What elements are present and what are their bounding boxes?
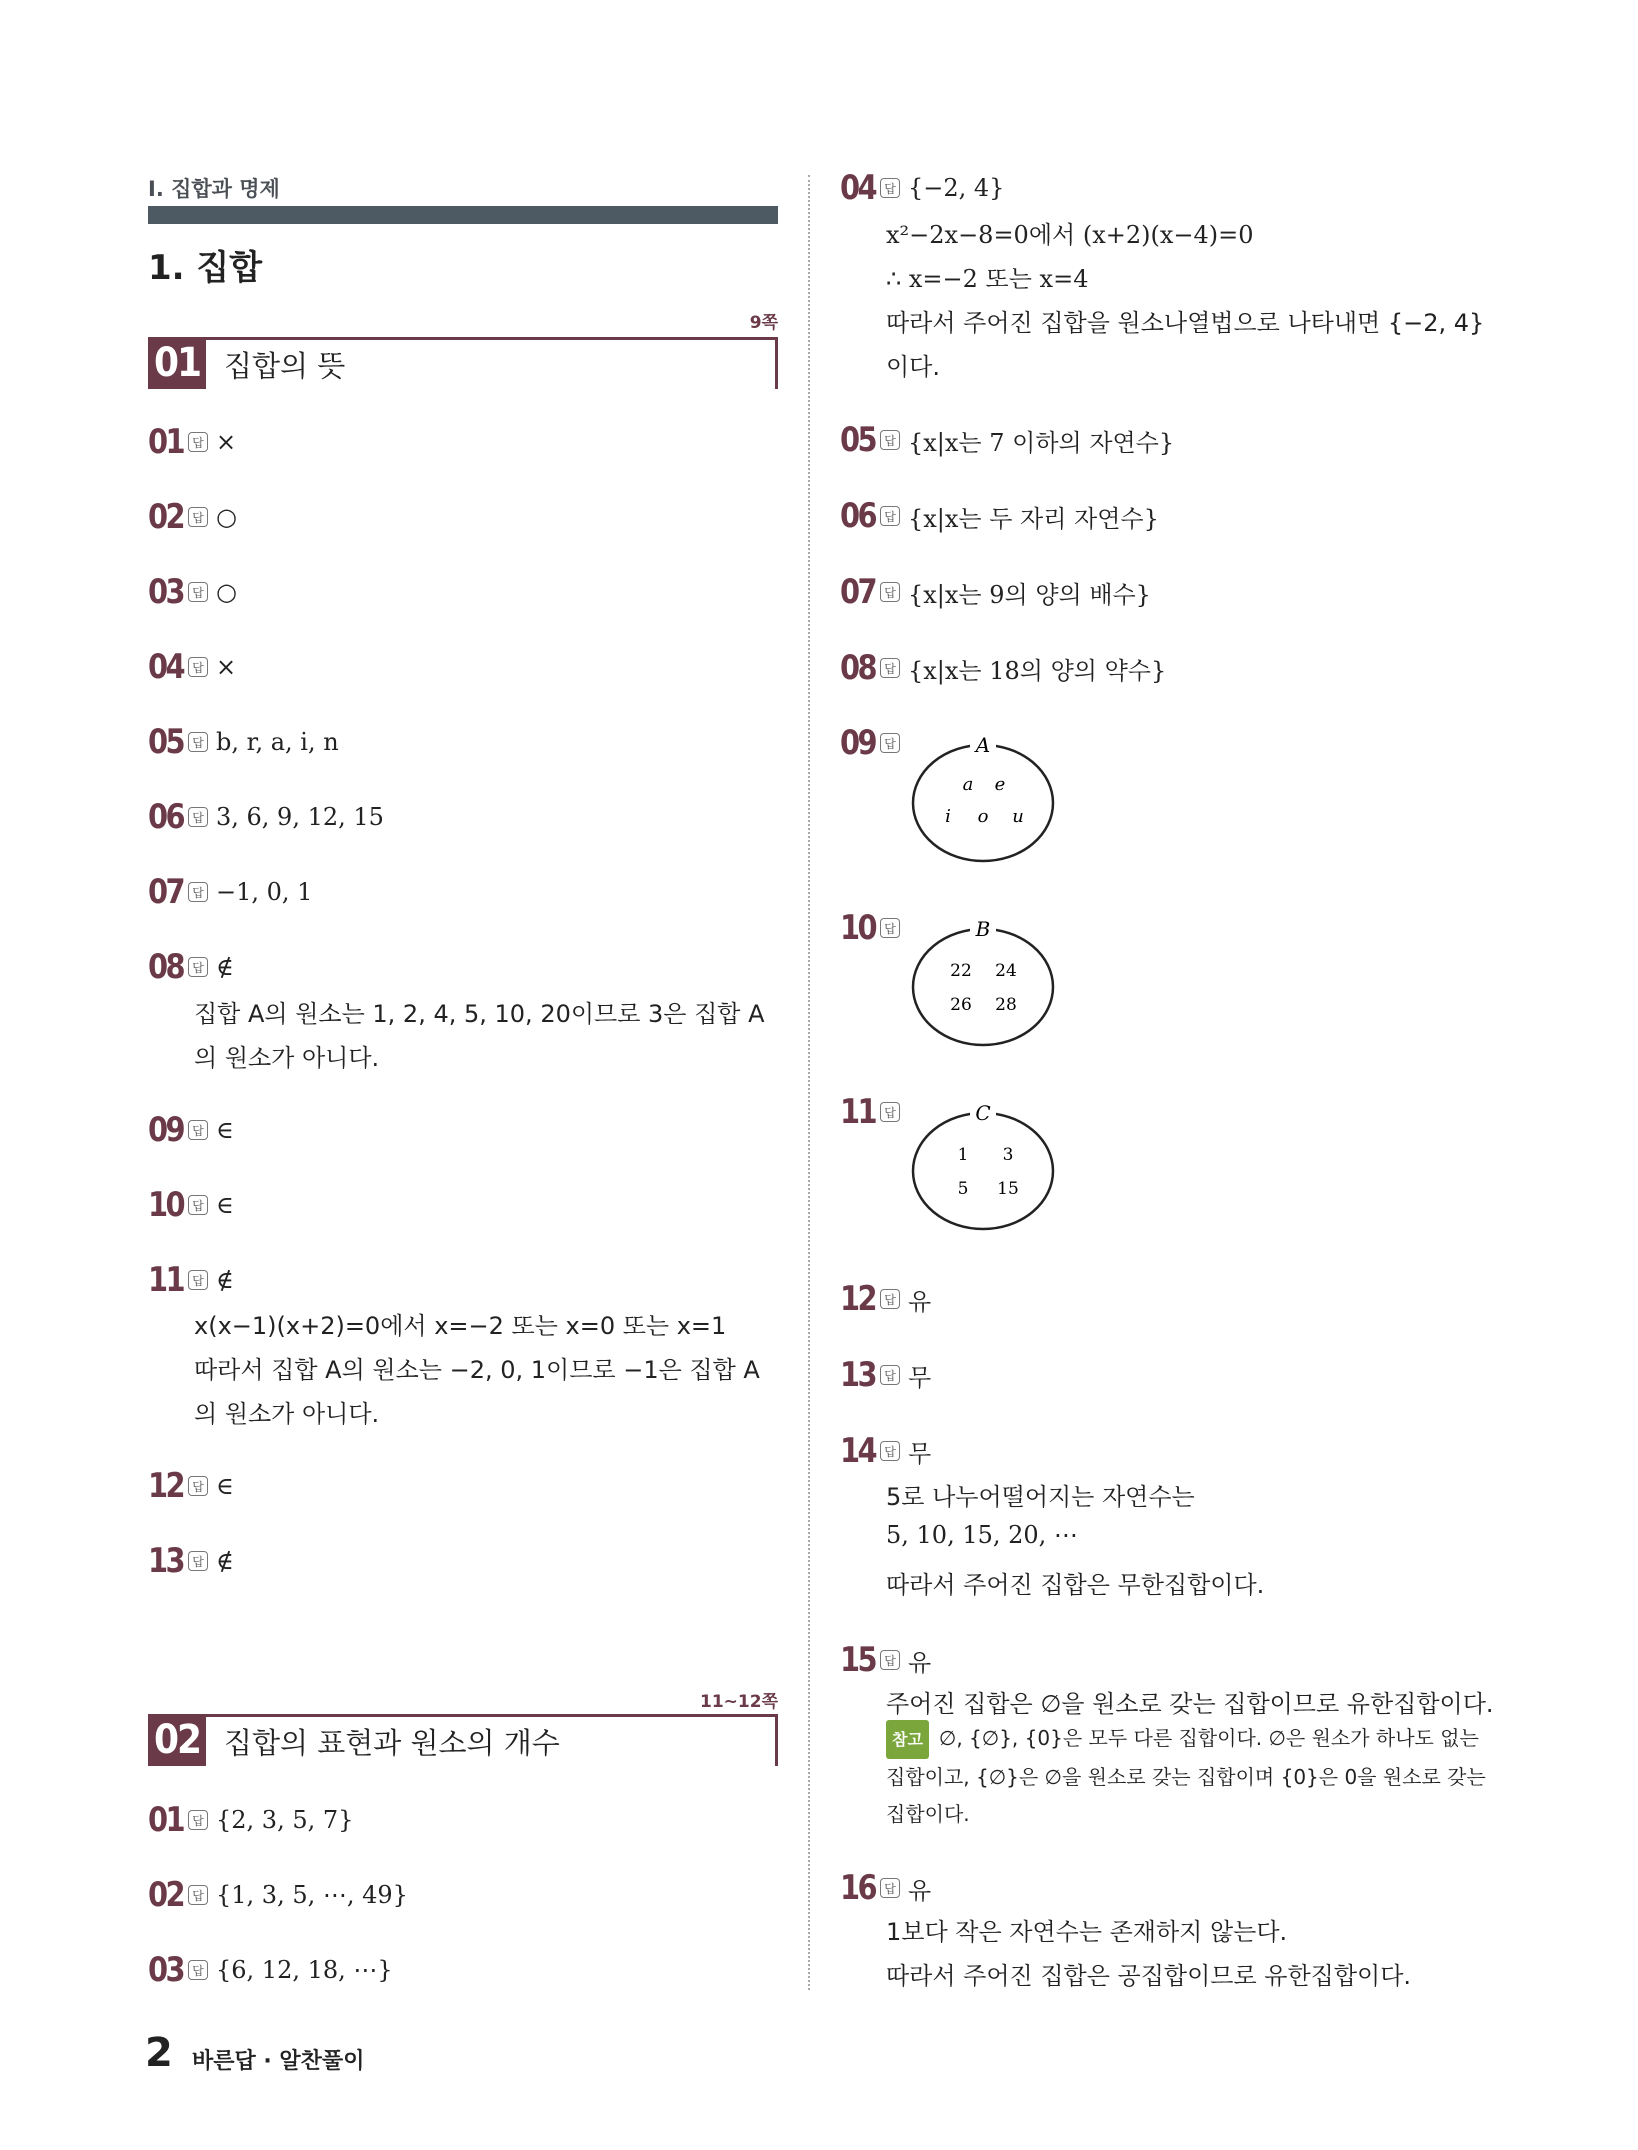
element: 3 bbox=[1002, 1145, 1014, 1165]
item-number: 03 bbox=[148, 1950, 184, 1990]
explanation-line: 이다. bbox=[886, 353, 940, 381]
item-answer: 유 bbox=[908, 1876, 932, 1905]
answer-icon: 답 bbox=[880, 918, 900, 938]
item-number: 07 bbox=[148, 872, 184, 912]
answer-item bbox=[840, 1279, 931, 1319]
answer-icon: 답 bbox=[188, 882, 208, 902]
explanation-line: 따라서 주어진 집합을 원소나열법으로 나타내면 {−2, 4} bbox=[886, 309, 1485, 337]
item-answer: {x|x는 7 이하의 자연수} bbox=[908, 428, 1175, 457]
note-line: 집합이고, {∅}은 ∅을 원소로 갖는 집합이며 {0}은 0을 원소로 갖는 bbox=[886, 1765, 1486, 1789]
note-line: ∅, {∅}, {0}은 모두 다른 집합이다. ∅은 원소가 하나도 없는 bbox=[938, 1726, 1479, 1750]
answer-icon: 답 bbox=[188, 1476, 208, 1496]
chapter-heading: I. 집합과 명제 bbox=[148, 177, 280, 201]
item-number: 11 bbox=[148, 1260, 184, 1300]
answer-icon: 답 bbox=[880, 733, 900, 753]
item-answer: ∈ bbox=[216, 1116, 234, 1144]
set-label: B bbox=[975, 917, 991, 941]
answer-icon: 답 bbox=[188, 1810, 208, 1830]
venn-circle bbox=[913, 1113, 1053, 1229]
item-answer: ∉ bbox=[216, 1547, 234, 1575]
item-number: 02 bbox=[148, 1875, 184, 1915]
explanation-line: 의 원소가 아니다. bbox=[194, 1400, 380, 1428]
item-answer: {−2, 4} bbox=[908, 174, 1005, 202]
item-number: 14 bbox=[840, 1431, 876, 1471]
explanation-line: 의 원소가 아니다. bbox=[194, 1044, 380, 1072]
answer-icon: 답 bbox=[188, 1960, 208, 1980]
item-answer: {x|x는 9의 양의 배수} bbox=[908, 580, 1151, 609]
item-number: 13 bbox=[148, 1541, 184, 1581]
explanation-line: x(x−1)(x+2)=0에서 x=−2 또는 x=0 또는 x=1 bbox=[194, 1312, 727, 1340]
item-number: 03 bbox=[148, 572, 184, 612]
answer-item bbox=[148, 1800, 353, 1840]
answer-item bbox=[840, 1640, 931, 1680]
answer-icon: 답 bbox=[880, 1102, 900, 1122]
item-number: 12 bbox=[148, 1466, 184, 1506]
section-title: 1. 집합 bbox=[148, 248, 263, 288]
item-answer: {1, 3, 5, ⋯, 49} bbox=[216, 1881, 408, 1909]
element: i bbox=[945, 806, 951, 827]
page-number: 2 bbox=[145, 2030, 173, 2076]
banner-number: 01 bbox=[148, 337, 206, 389]
item-answer: {2, 3, 5, 7} bbox=[216, 1806, 354, 1834]
explanation-line: 주어진 집합은 ∅을 원소로 갖는 집합이므로 유한집합이다. bbox=[886, 1690, 1494, 1718]
answer-item bbox=[148, 422, 236, 462]
item-answer: ○ bbox=[216, 503, 237, 531]
item-number: 16 bbox=[840, 1868, 876, 1908]
answer-icon: 답 bbox=[880, 1289, 900, 1309]
item-answer: ∉ bbox=[216, 953, 234, 981]
element: 1 bbox=[957, 1145, 969, 1165]
item-answer: b, r, a, i, n bbox=[216, 728, 339, 756]
explanation-line: 1보다 작은 자연수는 존재하지 않는다. bbox=[886, 1918, 1288, 1946]
page-ref-part2: 11~12쪽 bbox=[700, 1692, 778, 1712]
answer-item bbox=[840, 1092, 908, 1132]
item-number: 07 bbox=[840, 572, 876, 612]
venn-circle bbox=[913, 929, 1053, 1045]
item-answer: × bbox=[216, 428, 237, 456]
element: 15 bbox=[997, 1179, 1019, 1199]
item-answer: 3, 6, 9, 12, 15 bbox=[216, 803, 384, 831]
answer-icon: 답 bbox=[188, 1885, 208, 1905]
explanation-line: 따라서 주어진 집합은 공집합이므로 유한집합이다. bbox=[886, 1962, 1412, 1990]
item-number: 09 bbox=[840, 723, 876, 763]
banner-title: 집합의 뜻 bbox=[224, 349, 346, 383]
element: 5 bbox=[957, 1179, 969, 1199]
item-number: 01 bbox=[148, 422, 184, 462]
item-number: 15 bbox=[840, 1640, 876, 1680]
element: a bbox=[962, 774, 974, 795]
answer-item bbox=[148, 572, 237, 612]
answer-icon: 답 bbox=[880, 1441, 900, 1461]
answer-item bbox=[148, 497, 237, 537]
answer-item bbox=[148, 1541, 234, 1581]
answer-item bbox=[840, 648, 1166, 688]
item-answer: 무 bbox=[908, 1439, 932, 1468]
explanation-line: 5로 나누어떨어지는 자연수는 bbox=[886, 1483, 1195, 1511]
answer-item bbox=[148, 872, 312, 912]
element: 24 bbox=[995, 961, 1017, 981]
answer-icon: 답 bbox=[188, 582, 208, 602]
item-answer: 무 bbox=[908, 1363, 932, 1392]
venn-diagram-a bbox=[908, 728, 1058, 868]
item-number: 10 bbox=[840, 908, 876, 948]
answer-item bbox=[148, 647, 236, 687]
explanation-line: 따라서 주어진 집합은 무한집합이다. bbox=[886, 1571, 1265, 1599]
answer-item bbox=[840, 1431, 931, 1471]
answer-item bbox=[148, 1875, 408, 1915]
answer-item bbox=[148, 947, 234, 987]
element: 26 bbox=[950, 995, 972, 1015]
answer-icon: 답 bbox=[188, 1270, 208, 1290]
item-number: 02 bbox=[148, 497, 184, 537]
item-number: 04 bbox=[148, 647, 184, 687]
answer-item bbox=[840, 723, 908, 763]
element: u bbox=[1012, 806, 1024, 827]
answer-icon: 답 bbox=[880, 430, 900, 450]
explanation-line: 5, 10, 15, 20, ⋯ bbox=[886, 1521, 1078, 1549]
answer-item bbox=[148, 1110, 234, 1150]
item-number: 05 bbox=[840, 420, 876, 460]
item-answer: {6, 12, 18, ⋯} bbox=[216, 1956, 393, 1984]
answer-item bbox=[840, 1868, 931, 1908]
item-answer: ○ bbox=[216, 578, 237, 606]
item-number: 08 bbox=[840, 648, 876, 688]
answer-item bbox=[840, 496, 1159, 536]
section-banner-part2 bbox=[148, 1714, 778, 1766]
answer-item bbox=[840, 168, 1004, 208]
answer-icon: 답 bbox=[880, 1365, 900, 1385]
item-number: 04 bbox=[840, 168, 876, 208]
item-answer: × bbox=[216, 653, 237, 681]
item-answer: {x|x는 18의 양의 약수} bbox=[908, 656, 1167, 685]
set-label: A bbox=[975, 733, 991, 757]
venn-diagram-c bbox=[908, 1096, 1058, 1236]
item-answer: {x|x는 두 자리 자연수} bbox=[908, 504, 1159, 533]
item-answer: ∈ bbox=[216, 1191, 234, 1219]
answer-item bbox=[840, 908, 908, 948]
item-number: 05 bbox=[148, 722, 184, 762]
footer-title: 바른답 · 알찬풀이 bbox=[192, 2049, 365, 2074]
answer-icon: 답 bbox=[188, 732, 208, 752]
item-number: 11 bbox=[840, 1092, 876, 1132]
answer-item bbox=[840, 1355, 931, 1395]
explanation-line: x²−2x−8=0에서 (x+2)(x−4)=0 bbox=[886, 221, 1254, 249]
answer-icon: 답 bbox=[880, 658, 900, 678]
answer-item bbox=[148, 722, 339, 762]
answer-item bbox=[148, 1466, 234, 1506]
note-badge: 참고 bbox=[886, 1720, 929, 1759]
banner-number: 02 bbox=[148, 1714, 206, 1766]
element: o bbox=[977, 806, 989, 827]
answer-item bbox=[840, 572, 1151, 612]
answer-icon: 답 bbox=[188, 1551, 208, 1571]
answer-icon: 답 bbox=[188, 807, 208, 827]
item-number: 01 bbox=[148, 1800, 184, 1840]
item-number: 12 bbox=[840, 1279, 876, 1319]
item-answer: ∉ bbox=[216, 1266, 234, 1294]
answer-icon: 답 bbox=[880, 582, 900, 602]
element: e bbox=[994, 774, 1006, 795]
item-number: 10 bbox=[148, 1185, 184, 1225]
item-answer: ∈ bbox=[216, 1472, 234, 1500]
item-answer: 유 bbox=[908, 1287, 932, 1316]
answer-icon: 답 bbox=[188, 1195, 208, 1215]
explanation-line: 따라서 집합 A의 원소는 −2, 0, 1이므로 −1은 집합 A bbox=[194, 1356, 760, 1384]
answer-icon: 답 bbox=[880, 506, 900, 526]
answer-item bbox=[840, 420, 1174, 460]
note-line: 집합이다. bbox=[886, 1802, 970, 1826]
answer-icon: 답 bbox=[880, 1650, 900, 1670]
answer-icon: 답 bbox=[880, 178, 900, 198]
element: 22 bbox=[950, 961, 972, 981]
answer-icon: 답 bbox=[880, 1878, 900, 1898]
answer-item bbox=[148, 797, 384, 837]
item-answer: −1, 0, 1 bbox=[216, 878, 313, 906]
banner-title: 집합의 표현과 원소의 개수 bbox=[224, 1726, 560, 1760]
reference-note bbox=[886, 1720, 1486, 1833]
column-divider bbox=[808, 175, 810, 1990]
item-number: 08 bbox=[148, 947, 184, 987]
answer-item bbox=[148, 1185, 234, 1225]
element: 28 bbox=[995, 995, 1017, 1015]
explanation-line: 집합 A의 원소는 1, 2, 4, 5, 10, 20이므로 3은 집합 A bbox=[194, 1000, 765, 1028]
explanation-line: ∴ x=−2 또는 x=4 bbox=[886, 265, 1089, 293]
venn-diagram-b bbox=[908, 912, 1058, 1052]
answer-icon: 답 bbox=[188, 432, 208, 452]
answer-item bbox=[148, 1260, 234, 1300]
section-banner-part1 bbox=[148, 337, 778, 389]
item-answer: 유 bbox=[908, 1648, 932, 1677]
item-number: 06 bbox=[148, 797, 184, 837]
item-number: 06 bbox=[840, 496, 876, 536]
answer-icon: 답 bbox=[188, 1120, 208, 1140]
answer-item bbox=[148, 1950, 393, 1990]
answer-icon: 답 bbox=[188, 507, 208, 527]
venn-circle bbox=[913, 745, 1053, 861]
chapter-bar bbox=[148, 206, 778, 224]
set-label: C bbox=[975, 1101, 991, 1125]
item-number: 09 bbox=[148, 1110, 184, 1150]
item-number: 13 bbox=[840, 1355, 876, 1395]
page-ref-part1: 9쪽 bbox=[749, 313, 778, 333]
answer-icon: 답 bbox=[188, 957, 208, 977]
answer-icon: 답 bbox=[188, 657, 208, 677]
